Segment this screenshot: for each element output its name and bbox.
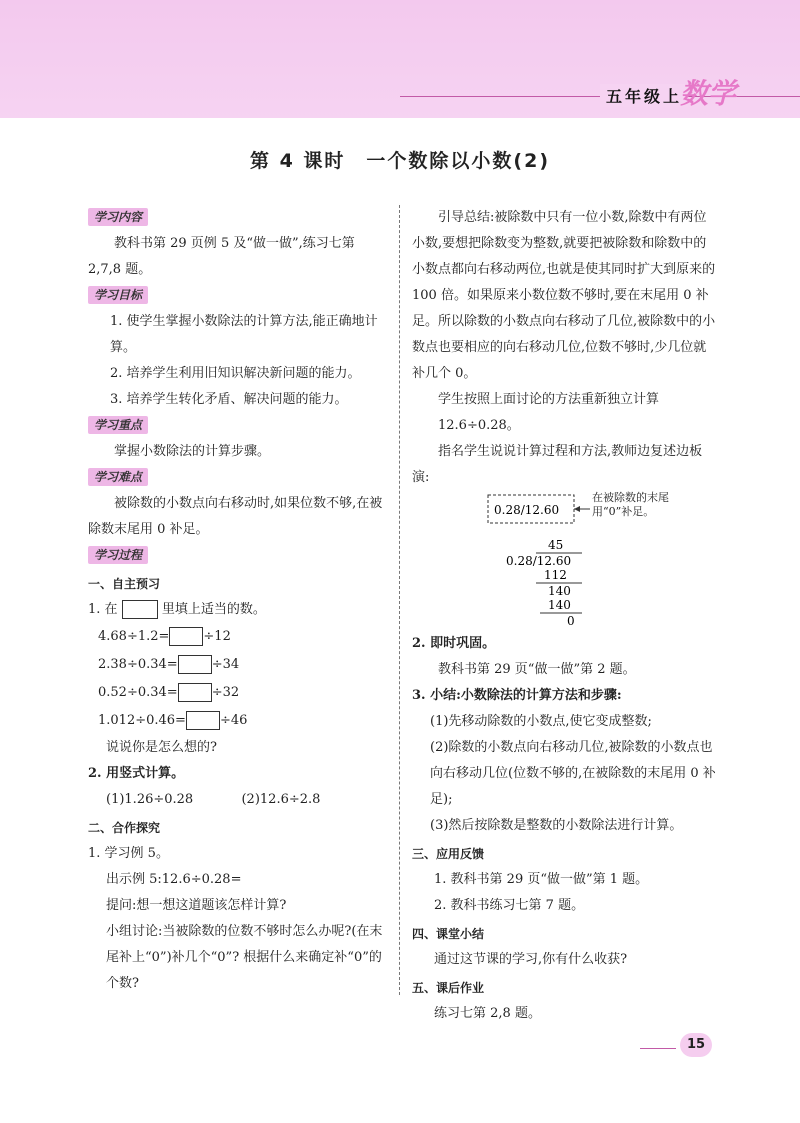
guide-summary: 引导总结:被除数中只有一位小数,除数中有两位小数,要想把除数变为整数,就要把被除数和除数中的小数点都向右移动两位,也就是使其同时扩大到原来的 100 倍。如果原来小数位数不够时,要在末尾用 0 补足。所以除数的小数点向右移动了几位,被除数中的小数点也要相应的向右移动几位,位数不够时,少几位就补几个 0。 (412, 210, 716, 381)
question-1-suffix: 里填上适当的数。 (161, 602, 266, 617)
homework-text: 练习七第 2,8 题。 (434, 1006, 541, 1021)
tag-process: 学习过程 (88, 546, 148, 564)
subject-logo: 数学 (679, 77, 736, 110)
app-item: 2. 教科书练习七第 7 题。 (434, 898, 585, 913)
boxed-expression: 0.28/12.60 (494, 503, 560, 517)
note-holder (592, 491, 692, 535)
left-column (88, 205, 388, 997)
summary-text: 通过这节课的学习,你有什么收获? (434, 952, 628, 967)
quotient: 45 (548, 538, 564, 552)
goal-item: 1. 使学生掌握小数除法的计算方法,能正确地计算。 (110, 314, 378, 355)
diagram-note: 在被除数的末尾用“0”补足。 (592, 491, 669, 518)
step-1: 112 (544, 568, 567, 582)
show-example: 出示例 5:12.6÷0.28= (106, 872, 242, 887)
section-heading: 五、课后作业 (412, 981, 485, 995)
step-item: (1)先移动除数的小数点,使它变成整数; (430, 714, 652, 729)
exercise-row (98, 623, 388, 651)
content-text: 教科书第 29 页例 5 及“做一做”,练习七第 2,7,8 题。 (88, 236, 355, 277)
example-5: 1. 学习例 5。 (88, 846, 169, 861)
exercise-left: 2.38÷0.34= (98, 657, 178, 672)
difficult-text: 被除数的小数点向右移动时,如果位数不够,在被除数末尾用 0 补足。 (88, 496, 383, 537)
lesson-title: 第 4 课时 一个数除以小数(2) (249, 150, 551, 172)
question-1-prefix: 1. 在 (88, 602, 118, 617)
exercise-right: ÷12 (203, 629, 231, 644)
step-2: 140 (548, 584, 571, 598)
exercise-row (98, 679, 388, 707)
talk-prompt: 说说你是怎么想的? (106, 740, 217, 755)
long-division-diagram (412, 491, 718, 631)
answer-box[interactable] (178, 683, 212, 702)
answer-box[interactable] (186, 711, 220, 730)
exercise-right: ÷34 (211, 657, 240, 672)
tag-difficult: 学习难点 (88, 468, 148, 486)
page-rule (640, 1048, 676, 1049)
item-2-text: 教科书第 29 页“做一做”第 2 题。 (438, 662, 636, 677)
item-3: 3. 小结:小数除法的计算方法和步骤: (412, 688, 622, 703)
exercise-left: 4.68÷1.2= (98, 629, 170, 644)
calc-item-a: (1)1.26÷0.28 (106, 792, 194, 807)
tag-goals: 学习目标 (88, 286, 148, 304)
tag-content: 学习内容 (88, 208, 148, 226)
column-divider (399, 205, 400, 995)
section-heading: 二、合作探究 (88, 821, 161, 835)
exercise-row (98, 651, 388, 679)
dividend-line: 0.28/12.60 (506, 554, 572, 568)
exercise-left: 0.52÷0.34= (98, 685, 178, 700)
app-item: 1. 教科书第 29 页“做一做”第 1 题。 (434, 872, 649, 887)
goal-item: 2. 培养学生利用旧知识解决新问题的能力。 (110, 366, 361, 381)
step-item: (3)然后按除数是整数的小数除法进行计算。 (430, 818, 683, 833)
answer-box[interactable] (169, 627, 203, 646)
question-2: 2. 用竖式计算。 (88, 766, 185, 781)
section-heading: 三、应用反馈 (412, 847, 485, 861)
item-2: 2. 即时巩固。 (412, 636, 496, 651)
exercise-right: ÷32 (211, 685, 240, 700)
answer-box[interactable] (178, 655, 212, 674)
explain-text: 指名学生说说计算过程和方法,教师边复述边板演: (412, 444, 703, 485)
division-svg (412, 491, 718, 631)
exercise-right: ÷46 (219, 713, 248, 728)
question-1 (88, 597, 388, 623)
section-heading: 四、课堂小结 (412, 927, 485, 941)
key-text: 掌握小数除法的计算步骤。 (114, 444, 271, 459)
recalc-text: 学生按照上面讨论的方法重新独立计算 (438, 392, 660, 407)
right-column (412, 205, 718, 1027)
section-heading: 一、自主预习 (88, 577, 161, 591)
calc-item-b: (2)12.6÷2.8 (241, 792, 321, 807)
arrow-icon (574, 506, 580, 512)
grade-label: 五年级上 (600, 84, 688, 107)
page-number: 15 (680, 1033, 712, 1057)
expression: 12.6÷0.28。 (438, 418, 520, 433)
blank-box (122, 600, 158, 619)
step-3: 140 (548, 598, 571, 612)
goal-item: 3. 培养学生转化矛盾、解决问题的能力。 (110, 392, 348, 407)
ask-text: 提问:想一想这道题该怎样计算? (106, 898, 287, 913)
remainder: 0 (567, 614, 575, 628)
tag-key: 学习重点 (88, 416, 148, 434)
exercise-list (98, 623, 388, 735)
step-item: (2)除数的小数点向右移动几位,被除数的小数点也向右移动几位(位数不够的,在被除数的末尾用 0 补足); (430, 740, 716, 807)
discuss-text: 小组讨论:当被除数的位数不够时怎么办呢?(在末尾补上“0”)补几个“0”? 根据什么来确定补“0”的个数? (106, 924, 383, 991)
exercise-left: 1.012÷0.46= (98, 713, 186, 728)
exercise-row (98, 707, 388, 735)
vertical-calc-items (88, 787, 388, 813)
